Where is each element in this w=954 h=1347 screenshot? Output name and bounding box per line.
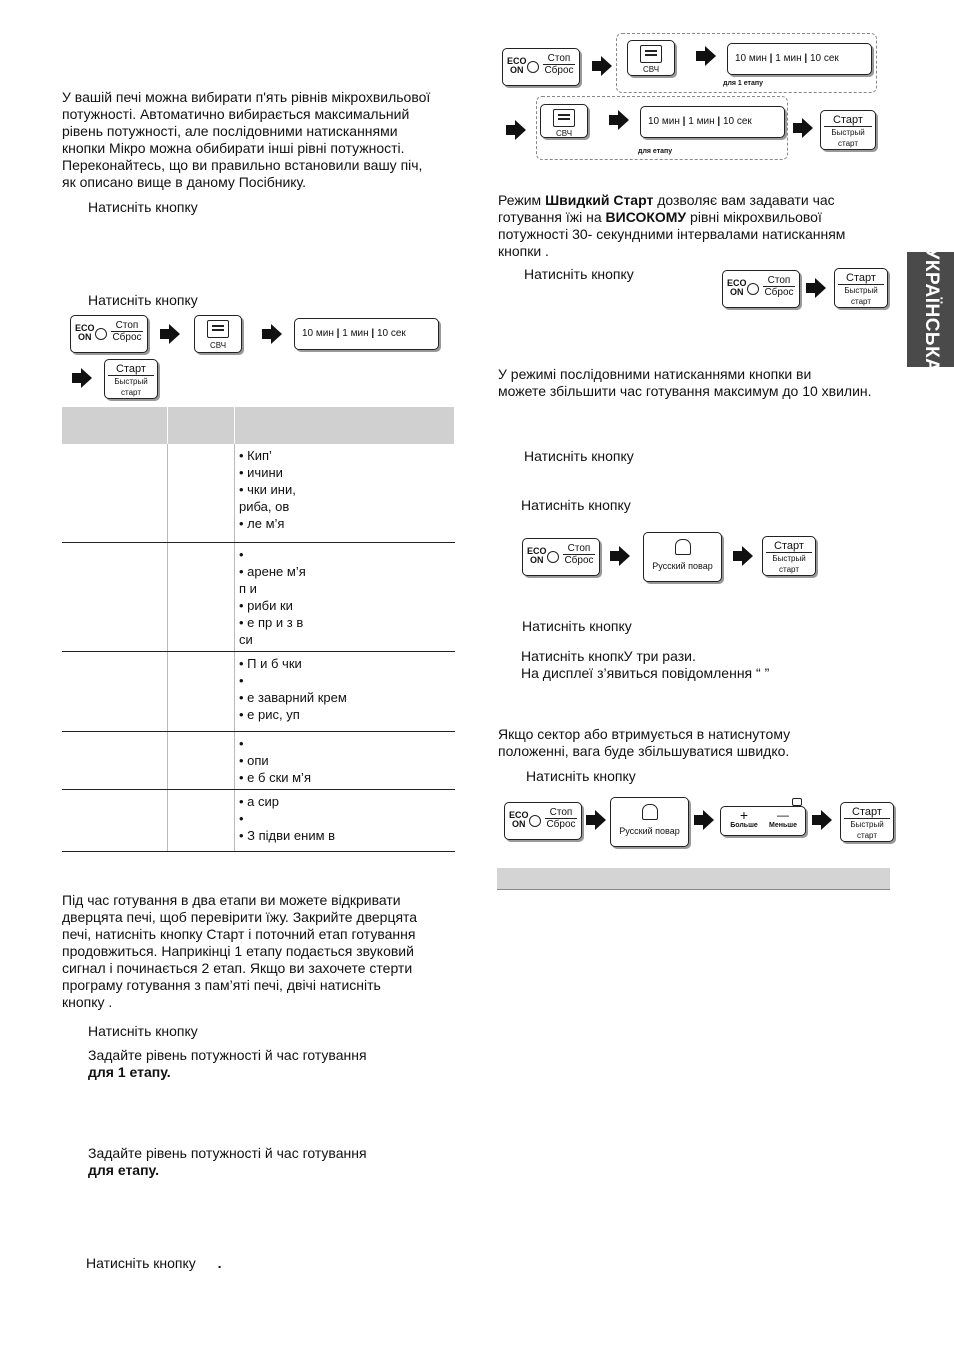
start-button[interactable]: Старт Быстрый старт <box>104 359 158 399</box>
eco-stop-button[interactable]: ECO ON Стоп Сброс <box>522 538 600 576</box>
time-buttons[interactable]: 10 мин | 1 мин | 10 сек <box>727 43 872 75</box>
start-button[interactable]: Старт Быстрый старт <box>762 536 816 576</box>
weight-paragraph: Якщо сектор або втримується в натиснутому положенні, вага буде збільшуватися швидко. <box>498 726 791 759</box>
eco-leaf-icon <box>95 328 107 340</box>
russian-chef-button[interactable]: Русский повар <box>643 532 722 582</box>
stage-2-label: для етапу <box>638 148 673 155</box>
table-header-bar <box>497 868 890 890</box>
mode-paragraph: У режимі послідовними натисканнями кнопки ви можете збільшити час готування максимум до 10 хвилин. <box>498 366 872 399</box>
start-button[interactable]: Старт Быстрый старт <box>840 802 894 842</box>
weight-icon <box>792 798 802 806</box>
power-level-table: • Кип’ • ичини • чки ини, риба, ов • ле м’я • • арене м’я п и • риби ки • е пр и з в си • П и б чки • • е заварний крем • е рис, уп • • опи • е б ски м’я • а сир • • З підви еним в <box>62 407 455 852</box>
two-stage-step-4: Натисніть кнопку . <box>86 1255 222 1271</box>
micro-button[interactable]: СВЧ <box>540 104 588 138</box>
two-stage-step-2: Задайте рівень потужності й час готування для 1 етапу. <box>88 1047 367 1080</box>
micro-button[interactable]: СВЧ <box>194 315 242 353</box>
chef-step-1: Натисніть кнопку <box>524 448 634 464</box>
microwave-icon <box>640 45 662 63</box>
chef-step-2: Натисніть кнопку <box>521 497 631 513</box>
more-less-buttons[interactable] <box>720 806 806 836</box>
eco-stop-button[interactable]: ECO ON Стоп Сброс <box>722 270 800 308</box>
plus-button[interactable]: + Больше <box>730 807 758 829</box>
microwave-icon <box>553 109 575 127</box>
quick-start-step: Натисніть кнопку <box>524 266 634 282</box>
micro-button[interactable]: СВЧ <box>627 40 675 76</box>
start-button[interactable]: Старт Быстрый старт <box>820 110 876 150</box>
time-buttons[interactable]: 10 мин | 1 мин | 10 сек <box>640 106 785 138</box>
eco-stop-button[interactable]: ECO ON Стоп Сброс <box>70 315 148 353</box>
chef-hat-icon <box>675 539 691 555</box>
step-2-text: Натисніть кнопку <box>88 292 198 308</box>
language-tab: УКРАЇНСЬКА <box>907 252 954 367</box>
quick-start-paragraph: Режим Швидкий Старт дозволяє вам задавати час готування їжі на ВИСОКОМУ рівні мікрохвильової потужності 30- секундними інтервалами натисканням кнопки . <box>498 192 846 259</box>
eco-leaf-icon <box>547 551 559 563</box>
chef-hat-icon <box>642 804 658 820</box>
eco-stop-button[interactable]: ECO ON Стоп Сброс <box>502 48 580 86</box>
intro-paragraph: У вашій печі можна вибирати п'ять рівнів мікрохвильової потужності. Автоматично вибирається максимальний рівень потужності, але послідовними натисканнями кнопки Мікро можна обибирати інші рівні потужності. Переконайтесь, що ви правильно встановили вашу піч, як описано вище в даному Посібнику. <box>62 89 431 190</box>
time-buttons[interactable]: 10 мин | 1 мин | 10 сек <box>294 318 439 350</box>
two-stage-step-3: Задайте рівень потужності й час готування для етапу. <box>88 1145 367 1178</box>
russian-chef-button[interactable]: Русский повар <box>610 797 689 847</box>
two-stage-step-1: Натисніть кнопку <box>88 1023 198 1039</box>
chef-step-5: Натисніть кнопку <box>526 768 636 784</box>
eco-stop-button[interactable]: ECO ON Стоп Сброс <box>504 802 582 840</box>
start-button[interactable]: Старт Быстрый старт <box>834 268 888 308</box>
two-stage-paragraph: Під час готування в два етапи ви можете відкривати дверцята печі, щоб перевірити їжу. Закрийте дверцята печі, натисніть кнопку Старт і поточний етап готування продовжиться. Наприкінці 1 етапу подається звуковий сигнал і починається 2 етап. Якщо ви захочете стерти програму готування з пам’яті печі, двічі натисніть кнопку . <box>62 892 418 1010</box>
eco-leaf-icon <box>529 815 541 827</box>
chef-step-3: Натисніть кнопку <box>522 618 632 634</box>
eco-leaf-icon <box>527 61 539 73</box>
microwave-icon <box>207 320 229 338</box>
step-1-text: Натисніть кнопку <box>88 199 198 215</box>
minus-button[interactable]: — Меньше <box>769 808 797 829</box>
stage-1-label: для 1 етапу <box>723 80 764 87</box>
chef-step-4: Натисніть кнопкУ три рази. На дисплеї з’явиться повідомлення “ ” <box>521 648 770 681</box>
eco-leaf-icon <box>747 283 759 295</box>
